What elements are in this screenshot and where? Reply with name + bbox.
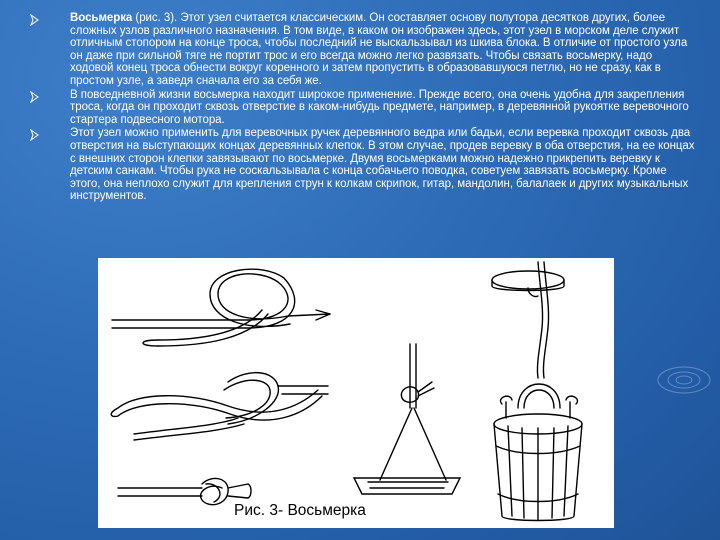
arrow-bullet-icon [30,91,40,103]
suspended-board-drawing [354,344,460,494]
bullet-body: В повседневной жизни восьмерка находит широкое применение. Прежде всего, она очень удобна для закрепления троса, когда он проходит сквозь отверстие в каком-нибудь предмете, например, в деревянной рукоятке веревочного стартера подвесного мотора. [70,88,689,126]
bullet-text [70,127,696,203]
bullet-item [26,12,696,88]
water-ripple-decoration [644,360,714,400]
knot-loose-drawing [112,269,330,346]
bullet-item [26,89,696,127]
figure-caption: Рис. 3- Восьмерка [230,502,370,520]
figure-eight-knot-illustration [98,258,614,528]
bullet-body: Этот узел можно применить для веревочных ручек деревянного ведра или бадьи, если веревка проходит сквозь два отверстия на выступающих концах деревянных клепок. В этом случае, продев веревку в оба отверстия, на ее концах с внешних сторон клепки завязывают по восьмерке. Двумя восьмерками можно надежно прикрепить веревку к детским санкам. Чтобы рука не соскальзывала с конца собачьего поводка, советуем завязать восьмерку. Кроме этого, она неплохо служит для крепления струн к колкам скрипок, гитар, мандолин, балалаек и других музыкальных инструментов. [70,127,695,203]
bullet-body: (рис. 3). Этот узел считается классическим. Он составляет основу полутора десятков других, более сложных узлов различного назначения. В том виде, в каком он изображен здесь, этот узел в морском деле служит отличным стопором на конце троса, чтобы последний не выскальзывал из шкива блока. В отличие от простого узла он даже при сильной тяге не портит трос и его всегда можно легко развязать. Чтобы связать восьмерку, надо ходовой конец троса обнести вокруг коренного и затем пропустить в образовавшуюся петлю, но не сразу, как в простом узле, а заведя сначала его за себя же. [70,12,688,87]
wooden-bucket-drawing [494,384,582,521]
bullet-term: Восьмерка [70,12,133,24]
knot-tightening-drawing [111,373,328,440]
knot-drawings [98,258,614,528]
bullet-item [26,127,696,203]
knot-finished-drawing [118,478,251,504]
bullet-list [26,12,696,204]
bullet-text [70,12,696,88]
arrow-bullet-icon [30,129,40,141]
bullet-text [70,89,696,127]
hanging-handle-drawing [492,262,564,378]
arrow-bullet-icon [30,14,40,26]
